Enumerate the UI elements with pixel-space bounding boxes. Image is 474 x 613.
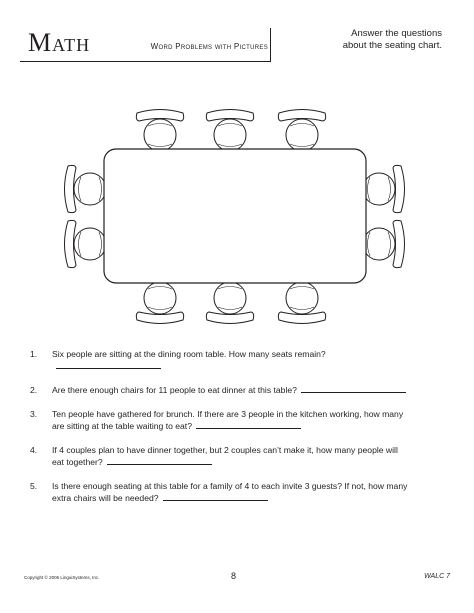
- chair-top-3: [278, 110, 325, 152]
- question-2: [30, 384, 430, 396]
- dining-table: [104, 149, 366, 283]
- answer-line[interactable]: [196, 420, 301, 429]
- question-text: Are there enough chairs for 11 people to eat dinner at this table?: [52, 385, 297, 395]
- worksheet-header: [20, 24, 454, 62]
- question-number: 2.: [30, 385, 38, 395]
- question-text-continued: eat together?: [52, 457, 103, 467]
- chair-left-2: [65, 220, 107, 267]
- seating-chart-illustration: [0, 95, 474, 340]
- chair-bottom-1: [136, 282, 183, 324]
- chair-right-1: [363, 165, 405, 212]
- answer-line[interactable]: [107, 456, 212, 465]
- worksheet-code: WALC 7: [424, 573, 450, 580]
- page-title: Math: [28, 28, 91, 57]
- question-1: [30, 348, 430, 372]
- answer-line[interactable]: [301, 384, 406, 393]
- question-text-continued: are sitting at the table waiting to eat?: [52, 421, 192, 431]
- chair-bottom-3: [278, 282, 325, 324]
- question-number: 4.: [30, 445, 38, 455]
- copyright-notice: Copyright © 2006 LinguiSystems, Inc.: [24, 575, 100, 580]
- page-subtitle: Word Problems with Pictures: [150, 42, 268, 51]
- header-underline: [20, 61, 270, 62]
- question-number: 3.: [30, 409, 38, 419]
- question-list: [30, 348, 430, 504]
- question-3: [30, 408, 430, 432]
- header-instructions: Answer the questions about the seating chart.: [342, 28, 442, 51]
- question-number: 5.: [30, 481, 38, 491]
- chair-top-2: [206, 110, 253, 152]
- header-divider: [270, 28, 271, 62]
- question-text: If 4 couples plan to have dinner together, but 2 couples can’t make it, how many people will: [52, 445, 398, 455]
- question-text: Six people are sitting at the dining room table. How many seats remain?: [52, 349, 326, 359]
- answer-line[interactable]: [163, 492, 268, 501]
- question-5: [30, 480, 430, 504]
- chair-bottom-2: [206, 282, 253, 324]
- question-text: Is there enough seating at this table for a family of 4 to each invite 3 guests? If not, how many: [52, 481, 408, 491]
- question-text-continued: extra chairs will be needed?: [52, 493, 159, 503]
- page-number: 8: [231, 571, 237, 581]
- page-footer: [24, 571, 450, 585]
- chair-right-2: [363, 220, 405, 267]
- question-number: 1.: [30, 349, 38, 359]
- question-text: Ten people have gathered for brunch. If there are 3 people in the kitchen working, how many: [52, 409, 404, 419]
- chair-left-1: [65, 165, 107, 212]
- answer-line[interactable]: [56, 360, 161, 369]
- chair-top-1: [136, 110, 183, 152]
- question-4: [30, 444, 430, 468]
